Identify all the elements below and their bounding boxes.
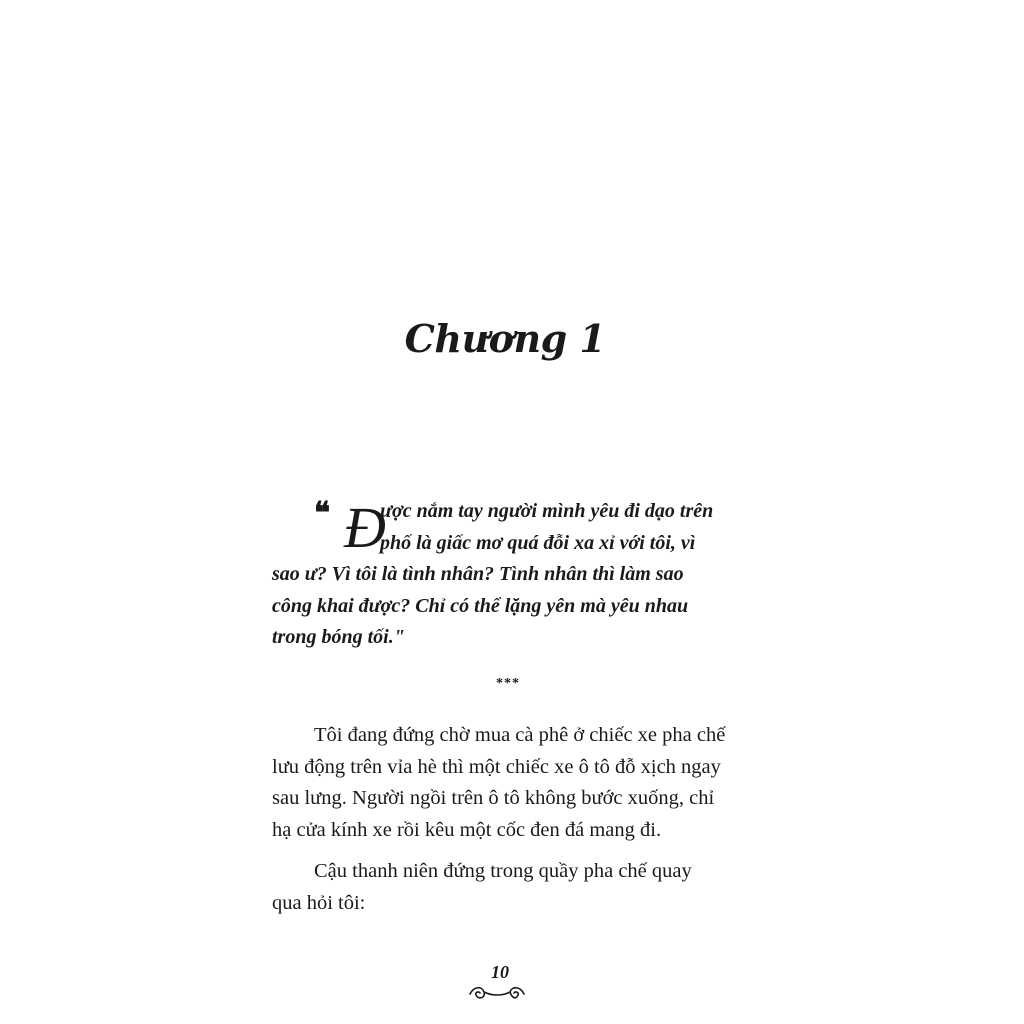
paragraph: [272, 856, 772, 919]
page-number: 10: [491, 962, 509, 982]
paragraph-line: lưu động trên vỉa hè thì một chiếc xe ô tô đỗ xịch ngay: [272, 755, 721, 778]
epigraph-line: ược nắm tay người mình yêu đi dạo trên: [380, 500, 714, 522]
paragraph-line: Tôi đang đứng chờ mua cà phê ở chiếc xe pha chế: [314, 724, 726, 746]
paragraph-line: Cậu thanh niên đứng trong quầy pha chế quay: [314, 860, 692, 882]
body-text: [272, 720, 772, 919]
paragraph-gap: [272, 846, 772, 856]
page-footer: [0, 962, 1000, 983]
chapter-title: Chương 1: [404, 316, 606, 361]
section-separator: ***: [496, 676, 520, 691]
epigraph-line: công khai được? Chỉ có thể lặng yên mà yêu nhau: [272, 594, 689, 617]
paragraph-line: hạ cửa kính xe rồi kêu một cốc đen đá mang đi.: [272, 818, 662, 841]
paragraph: [272, 720, 772, 846]
ornament-flourish-icon: [466, 982, 528, 1002]
drop-cap-letter: Đ: [344, 495, 386, 560]
epigraph-line: phố là giấc mơ quá đỗi xa xỉ với tôi, vì: [380, 531, 696, 554]
epigraph-line: sao ư? Vì tôi là tình nhân? Tình nhân thì làm sao: [272, 563, 684, 585]
paragraph-line: sau lưng. Người ngồi trên ô tô không bước xuống, chỉ: [272, 787, 715, 809]
epigraph-line: trong bóng tối.": [272, 626, 405, 648]
paragraph-line: qua hỏi tôi:: [272, 891, 366, 914]
epigraph: [272, 496, 772, 654]
opening-quote-mark: ❝: [314, 497, 331, 530]
